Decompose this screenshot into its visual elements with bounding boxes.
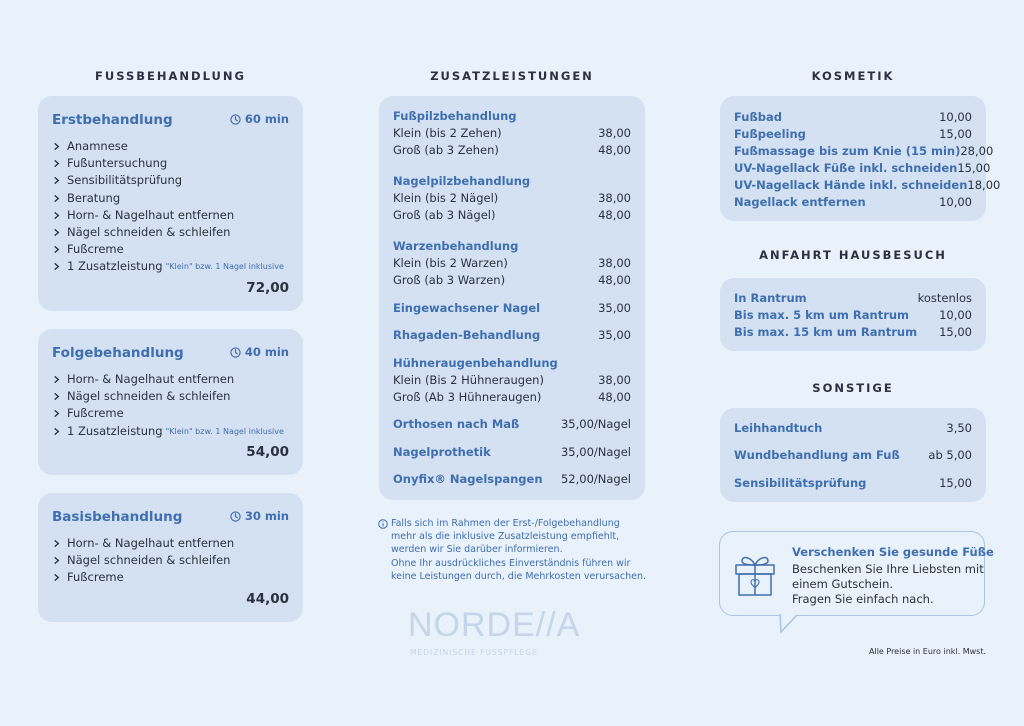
package-card-basisbehandlung	[38, 493, 303, 622]
chevron-right-icon	[52, 176, 61, 185]
gift-line: einem Gutschein.	[792, 577, 894, 591]
list-item: Nägel schneiden & schleifen	[52, 224, 284, 241]
package-title: Erstbehandlung	[52, 112, 173, 128]
chevron-right-icon	[52, 427, 61, 436]
info-line: mehr als die inklusive Zusatzleistung empfiehlt,	[391, 531, 620, 543]
list-item: Horn- & Nagelhaut entfernen	[52, 371, 284, 388]
price-row: Klein (bis 2 Warzen) 38,00	[393, 256, 631, 270]
price-row: Klein (Bis 2 Hühneraugen) 38,00	[393, 373, 631, 387]
price-row: Groß (ab 3 Warzen) 48,00	[393, 273, 631, 287]
price-row: Wundbehandlung am Fuß ab 5,00	[734, 448, 972, 462]
chevron-right-icon	[52, 573, 61, 582]
list-item: Fußcreme	[52, 241, 284, 258]
chevron-right-icon	[52, 409, 61, 418]
package-price: 44,00	[246, 591, 289, 607]
inclusive-note: "Klein" bzw. 1 Nagel inklusive	[165, 426, 284, 436]
list-item: Anamnese	[52, 138, 284, 155]
package-duration	[230, 345, 289, 359]
section-title-anfahrt: ANFAHRT HAUSBESUCH	[759, 248, 947, 262]
section-title-sonstige: SONSTIGE	[812, 381, 894, 395]
list-item: Sensibilitätsprüfung	[52, 172, 284, 189]
price-row: Sensibilitätsprüfung 15,00	[734, 476, 972, 490]
clock-icon	[230, 114, 241, 125]
chevron-right-icon	[52, 142, 61, 151]
package-title: Folgebehandlung	[52, 345, 184, 361]
duration-text: 60 min	[244, 112, 289, 126]
duration-text: 40 min	[244, 345, 289, 359]
price-row: Bis max. 5 km um Rantrum 10,00	[734, 308, 972, 322]
section-title-kosmetik: KOSMETIK	[811, 69, 895, 83]
info-line: werden wir Sie darüber informieren.	[391, 544, 563, 556]
list-item: Fußcreme	[52, 569, 234, 586]
anfahrt-card	[720, 278, 986, 351]
list-item: Fußuntersuchung	[52, 155, 284, 172]
info-line: Ohne Ihr ausdrückliches Einverständnis führen wir	[391, 557, 631, 569]
package-card-folgebehandlung	[38, 329, 303, 475]
logo-wordmark: NORDE//A	[408, 606, 581, 644]
prices-footnote: Alle Preise in Euro inkl. Mwst.	[869, 647, 986, 656]
price-row: Fußbad 10,00	[734, 110, 972, 124]
inclusive-note: "Klein" bzw. 1 Nagel inklusive	[165, 262, 284, 272]
gift-title: Verschenken Sie gesunde Füße	[792, 545, 994, 559]
package-item-list	[52, 371, 284, 440]
service-heading-fusspilz: Fußpilzbehandlung	[393, 109, 517, 123]
list-item: Beratung	[52, 190, 284, 207]
chevron-right-icon	[52, 262, 61, 271]
list-item: 1 Zusatzleistung "Klein" bzw. 1 Nagel inklusive	[52, 423, 284, 440]
price-row: Leihhandtuch 3,50	[734, 421, 972, 435]
gift-icon	[733, 551, 777, 597]
gift-text	[792, 562, 984, 607]
list-item: Nägel schneiden & schleifen	[52, 388, 284, 405]
info-icon	[378, 519, 388, 529]
chevron-right-icon	[52, 228, 61, 237]
section-title-fussbehandlung: FUSSBEHANDLUNG	[95, 69, 246, 83]
zusatzleistungen-card	[379, 96, 645, 500]
chevron-right-icon	[52, 392, 61, 401]
price-row: Groß (ab 3 Nägel) 48,00	[393, 208, 631, 222]
speech-bubble-tail	[779, 614, 799, 634]
info-line: keine Leistungen durch, die Mehrkosten verursachen.	[391, 570, 647, 582]
package-price: 72,00	[246, 280, 289, 296]
price-row-prothetik: Nagelprothetik 35,00/Nagel	[393, 445, 631, 459]
chevron-right-icon	[52, 539, 61, 548]
package-item-list	[52, 138, 284, 276]
package-item-list	[52, 535, 234, 587]
price-row-orthosen: Orthosen nach Maß 35,00/Nagel	[393, 417, 631, 431]
price-row: Klein (bis 2 Nägel) 38,00	[393, 191, 631, 205]
list-item: Horn- & Nagelhaut entfernen	[52, 535, 234, 552]
price-row: UV-Nagellack Hände inkl. schneiden 18,00	[734, 178, 1001, 192]
info-line: Falls sich im Rahmen der Erst-/Folgebehandlung	[391, 518, 620, 529]
clock-icon	[230, 511, 241, 522]
package-price: 54,00	[246, 444, 289, 460]
package-title: Basisbehandlung	[52, 509, 183, 525]
price-row: Groß (Ab 3 Hühneraugen) 48,00	[393, 390, 631, 404]
price-row: Bis max. 15 km um Rantrum 15,00	[734, 325, 972, 339]
chevron-right-icon	[52, 556, 61, 565]
section-title-zusatzleistungen: ZUSATZLEISTUNGEN	[430, 69, 594, 83]
list-item: Nägel schneiden & schleifen	[52, 552, 234, 569]
list-item: 1 Zusatzleistung "Klein" bzw. 1 Nagel inklusive	[52, 258, 284, 275]
duration-text: 30 min	[244, 509, 289, 523]
price-row: Groß (ab 3 Zehen) 48,00	[393, 143, 631, 157]
package-duration	[230, 112, 289, 126]
price-row-onyfix: Onyfix® Nagelspangen 52,00/Nagel	[393, 472, 631, 486]
service-heading-nagelpilz: Nagelpilzbehandlung	[393, 174, 531, 188]
list-item: Fußcreme	[52, 405, 284, 422]
service-heading-warzen: Warzenbehandlung	[393, 239, 519, 253]
clock-icon	[230, 347, 241, 358]
kosmetik-card	[720, 96, 1001, 221]
sonstige-card	[720, 408, 986, 502]
service-heading-huehneraugen: Hühneraugenbehandlung	[393, 356, 558, 370]
list-item: Horn- & Nagelhaut entfernen	[52, 207, 284, 224]
chevron-right-icon	[52, 159, 61, 168]
price-row-eingewachsen: Eingewachsener Nagel 35,00	[393, 301, 631, 315]
gift-line: Fragen Sie einfach nach.	[792, 592, 934, 606]
price-row-rhagaden: Rhagaden-Behandlung 35,00	[393, 328, 631, 342]
gift-line: Beschenken Sie Ihre Liebsten mit	[792, 562, 984, 576]
chevron-right-icon	[52, 194, 61, 203]
price-row: Klein (bis 2 Zehen) 38,00	[393, 126, 631, 140]
info-note	[378, 517, 653, 583]
price-row: Fußpeeling 15,00	[734, 127, 972, 141]
package-duration	[230, 509, 289, 523]
price-row: Nagellack entfernen 10,00	[734, 195, 972, 209]
brand-logo	[408, 606, 618, 666]
logo-subtitle: MEDIZINISCHE FUSSPFLEGE	[410, 648, 538, 657]
price-row: Fußmassage bis zum Knie (15 min) 28,00	[734, 144, 994, 158]
package-card-erstbehandlung	[38, 96, 303, 311]
price-row: In Rantrum kostenlos	[734, 291, 972, 305]
chevron-right-icon	[52, 245, 61, 254]
chevron-right-icon	[52, 211, 61, 220]
price-row: UV-Nagellack Füße inkl. schneiden 15,00	[734, 161, 991, 175]
chevron-right-icon	[52, 375, 61, 384]
